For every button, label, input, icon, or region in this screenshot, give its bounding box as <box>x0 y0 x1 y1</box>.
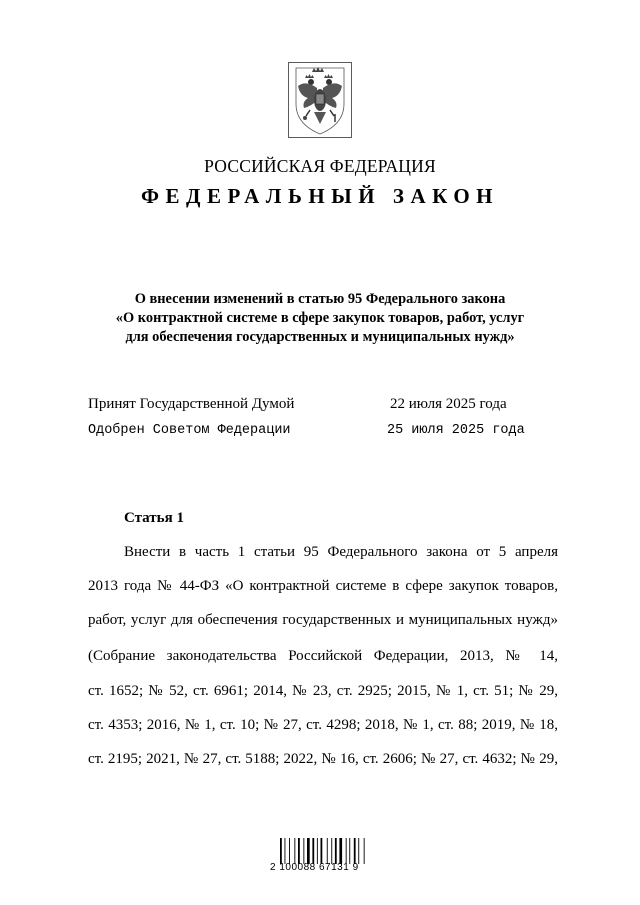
duma-adoption-label: Принят Государственной Думой <box>88 396 295 412</box>
adoption-row-duma <box>88 396 507 413</box>
article-text-line: ст. 4353; 2016, № 1, ст. 10; № 27, ст. 4298; 2018, № 1, ст. 88; 2019, № 18, <box>88 717 558 733</box>
article-text-line: 2013 года № 44-ФЗ «О контрактной системе в сфере закупок товаров, <box>88 578 558 594</box>
country-name: РОССИЙСКАЯ ФЕДЕРАЦИЯ <box>204 156 436 176</box>
article-text-line: ст. 1652; № 52, ст. 6961; 2014, № 23, ст. 2925; 2015, № 1, ст. 51; № 29, <box>88 683 558 699</box>
duma-adoption-date: 22 июля 2025 года <box>390 396 507 412</box>
article-text-line: Внести в часть 1 статьи 95 Федерального закона от 5 апреля <box>124 544 558 560</box>
article-text-line: ст. 2195; 2021, № 27, ст. 5188; 2022, № 16, ст. 2606; № 27, ст. 4632; № 29, <box>88 751 558 767</box>
russian-coat-of-arms-emblem-icon <box>288 62 352 138</box>
council-approval-date: 25 июля 2025 года <box>387 423 525 438</box>
law-title <box>60 290 580 347</box>
law-title-line: «О контрактной системе в сфере закупок товаров, работ, услуг <box>115 310 525 326</box>
law-title-line: для обеспечения государственных и муниципальных нужд» <box>125 329 515 345</box>
law-title-line: О внесении изменений в статью 95 Федерального закона <box>134 291 506 307</box>
article-text-line: работ, услуг для обеспечения государственных и муниципальных нужд» <box>88 612 558 628</box>
barcode-number: 2 100088 67131 9 <box>270 862 359 873</box>
council-approval-label: Одобрен Советом Федерации <box>88 423 291 438</box>
article-heading: Статья 1 <box>124 510 184 526</box>
article-text-line: (Собрание законодательства Российской Федерации, 2013, № 14, <box>88 648 558 664</box>
document-type-heading: ФЕДЕРАЛЬНЫЙ ЗАКОН <box>141 184 499 208</box>
adoption-row-council <box>88 423 525 438</box>
